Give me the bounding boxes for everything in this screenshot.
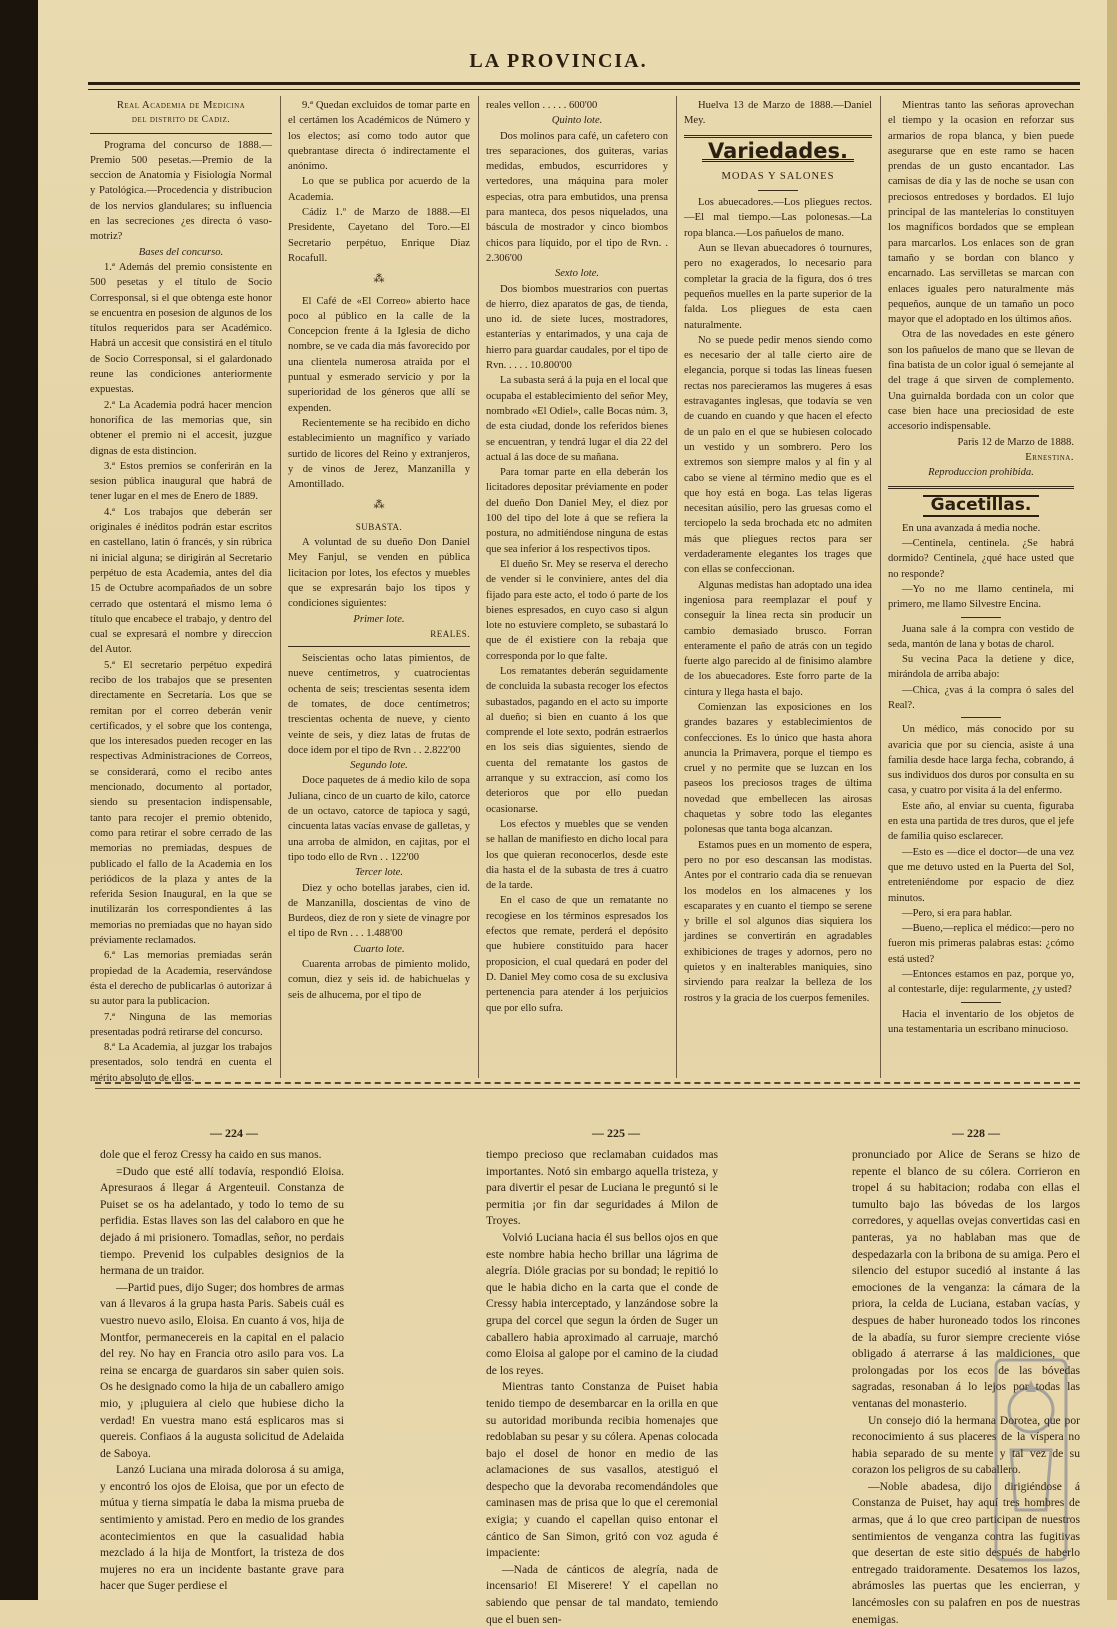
paragraph: Otra de las novedades en este género son los pañuelos de mano que se llevan de fina batista de un color igual ó semejante al del trage á que sirven de complemento. Una guirnalda bordada con un color que case bien hace una preciosidad de este accesorio indispensable. (888, 329, 1074, 433)
paragraph: Estamos pues en un momento de espera, pero no por eso descansan las modistas. Antes por el contrario cada dia se renuevan los modelos en los almacenes y los escaparates y en cuanto el tiempo se serene y brille el sol algunos dias siquiera los jardines se convertirán en agradables exhibiciones de trages y adornos, pero no quietos y en inalterables maniquies, sino sirviendo para realzar la belleza de los rostros y la gracia de los cuerpos femeniles. (684, 839, 872, 1004)
paragraph: Lanzó Luciana una mirada dolorosa á su amiga, y encontró los ojos de Eloisa, que por un efecto de mútua y tierna simpatía le daba la misma prueba de sentimiento y amistad. Pero en medio de los grandes acontecimientos en que la casualidad habia mezclado á la hija de Montfort, la tristeza de dos mujeres no era un incidente bastante grave para hacer que Suger perdiese el (100, 1463, 344, 1593)
page-number-228: — 228 — (952, 1126, 1000, 1140)
divider (961, 1002, 1001, 1003)
paragraph: 9.ª Quedan excluidos de tomar parte en el certámen los Académicos de Número y los electos; así como todo autor que quebrantase directa ó indirectamente el anónimo. (288, 100, 470, 173)
paragraph: dole que el feroz Cressy ha caido en sus manos. (100, 1148, 322, 1161)
section-title: MODAS Y SALONES (721, 170, 835, 182)
paragraph: 3.ª Estos premios se conferirán en la sesion pública inaugural que habrá de tener lugar en el mes de Enero de 1889. (90, 460, 272, 503)
paragraph: El Café de «El Correo» abierto hace poco al público en la calle de la Concepcion frente á la Iglesia de dicho nombre, se ve cada dia más favorecido por una clientela numerosa atraida por el puntual y esmerado servicio y por la superioridad de los géneros que allí se expenden. (288, 295, 470, 414)
anecdote: —Chica, ¿vas á la compra ó sales del Real?. (888, 684, 1074, 711)
bases-heading: Bases del concurso. (138, 246, 224, 258)
masthead-rule (88, 82, 1080, 90)
lot-text: Doce paquetes de á medio kilo de sopa Juliana, cinco de un cuarto de kilo, catorce de un octavo, catorce de tapioca y sagú, cincuenta latas vacías envase de galletas, y una arroba de almidon, en cajitas, por el tipo todo ello de Rvn . . 122'00 (288, 775, 470, 863)
lot-heading: Tercer lote. (354, 867, 404, 879)
divider (961, 617, 1001, 618)
gacetillas-banner: Gacetillas. (923, 495, 1040, 516)
paragraph: pronunciado por Alice de Serans se hizo de repente el blanco de su cólera. Corrieron en tropel á su habitacion; rodaba con ellas el tumulto bajo las bóvedas de los largos corredores, y aquellas ovejas convertidas casi en panteras, ya no hablaban mas que de despedazarla con la bribona de su amiga. Pero el silencio del estupor sucedió al instante á las emociones de la venganza: la cámara de la priora, la celda de Luciana, estaban vacías, y despues de haber huroneado todos los rincones de la abadía, su furor siempre creciente vióse obligado á aterrarse á las maldiciones, que prolongadas por los ecos de las bóvedas sagradas, resonaban á lo lejos por todas las ventanas del monasterio. (852, 1148, 1080, 1410)
paragraph: =Dudo que esté allí todavía, respondió Eloisa. Apresuraos á llegar á Argenteuil. Constanza de Puiset se os ha adelantado, y todo lo temo de su perfidia. Estas llaves son las del calaboro en que he dejado á mi prisionero. Tomadlas, señor, no perdais tiempo. Prevenid los culpables designios de la hermana de un traidor. (100, 1164, 344, 1278)
paragraph: Para tomar parte en ella deberán los licitadores depositar préviamente en poder del dueño Don Daniel Mey, el diez por 100 del tipo del lote á que se refiera la postura, no admitiéndose ninguna de estas que sea inferior á los respectivos tipos. (486, 467, 668, 555)
anecdote: Un médico, más conocido por su avaricia que por su ciencia, asiste á una familia desde hace larga fecha, cobrando, á sus individuos dos duros por consulta en su casa, y cuatro por visita á la del enfermo. (888, 724, 1074, 797)
paragraph: Volvió Luciana hacia él sus bellos ojos en que este nombre habia hecho brillar una lágrima de alegría. Dióle gracias por su bondad; le repitió lo que le habia dicho en la carta que el conde de Cressy habia interceptado, y lanzándose sobre la grupa del corcel que segun la órden de Suger un caballero habia aproximado al carruaje, marchó como Eloisa al galope por el camino de la ciudad de los reyes. (486, 1230, 718, 1377)
lot-text: reales vellon . . . . . 600'00 (486, 100, 598, 111)
paragraph: Cádiz 1.º de Marzo de 1888.—El Presidente, Cayetano del Toro.—El Secretario perpétuo, Enrique Diaz Rocafull. (288, 207, 470, 264)
column-rule (676, 96, 677, 1078)
asterism-icon: ⁂ (373, 273, 385, 286)
column-subasta-cont (486, 98, 668, 1078)
reales-label: REALES. (430, 628, 470, 639)
anecdote: —Bueno,—replica el médico:—pero no fueron mis primeras palabras estas: ¿cómo está usted? (888, 923, 1074, 965)
paragraph: 5.ª El secretario perpétuo expedirá recibo de los trabajos que se presenten directamente en Secretaría. Los que se remitan por el correo deberán venir certificados, y el sobre que los contenga, que los interesados pueden recoger en las respectivas Administraciones de Correos, se considerará, como el recibo antes mencionado, documento al portador, siendo su presentacion indispensable, tanto para recojer el premio obtenido, como para retirar el sobre cerrado de las memorias no premiadas, despues de publicado el fallo de la Academia en los periódicos de la plaza y antes de la referida Sesion Inaugural, en la que se inutilizarán los correspondientes á las memorias no premiadas que no hayan sido préviamente reclamados. (90, 659, 272, 947)
paragraph: Los efectos y muebles que se venden se hallan de manifiesto en dicho local para los que quieran reconocerlos, desde este dia hasta el de la subasta de tres á cuatro de la tarde. (486, 818, 668, 892)
anecdote: En una avanzada á media noche. (902, 522, 1041, 534)
paragraph: 2.ª La Academia podrá hacer mencion honorífica de las memorias que, sin obtener el premio ni el accesit, juzgue dignas de esta distincion. (90, 399, 272, 457)
lot-heading: Quinto lote. (551, 115, 603, 127)
paragraph: Algunas medistas han adoptado una idea ingeniosa para reemplazar el pouf y conseguir la línea recta sin producir un cambio demasiado brusco. Forran enteramente el paño de atrás con un tegido fuerte algo parecido al de finisimo alambre de los abuecadores. Este forro parte de la cintura y llega hasta el bajo. (684, 579, 872, 698)
academia-heading: Real Academia de Medicina (116, 100, 246, 111)
paragraph: 6.ª Las memorias premiadas serán propiedad de la Academia, reservándose ésta el derecho de publicarlas ó autorizar á su autor para la publicacion. (90, 950, 272, 1008)
lot-text: Diez y ocho botellas jarabes, cien id. de Manzanilla, doscientas de vino de Burdeos, diez de ron y siete de vinagre por el tipo de Rvn . . . 1.488'00 (288, 882, 470, 940)
lot-heading: Segundo lote. (350, 760, 408, 772)
divider (888, 486, 1074, 489)
lot-text: Cuarenta arrobas de pimiento molido, comun, diez y seis id. de habichuelas y seis de alhucema, por el tipo de (288, 959, 470, 1001)
lot-text: Dos molinos para café, un cafetero con tres separaciones, dos guiteras, varias medidas, embudos, escurridores y vertedores, una máquina para moler especias, otra para embutidos, una prensa para manteca, dos pesos niquelados, una báscula de mostrador y cinco biombos chicos para líquido, por el tipo de Rvn. . 2.306'00 (486, 130, 668, 264)
anecdote: Su vecina Paca la detiene y dice, mirándola de arriba abajo: (888, 654, 1074, 681)
variedades-banner: Variedades. (702, 144, 854, 162)
paragraph: 8.ª La Academia, al juzgar los trabajos presentados, solo tendrá en cuenta el mérito absoluto de ellos. (90, 1042, 272, 1084)
dateline: Paris 12 de Marzo de 1888. (957, 436, 1074, 448)
folletin-column-2 (486, 1147, 718, 1626)
folletin-column-1 (100, 1147, 344, 1593)
cut-line (95, 1082, 1080, 1084)
anecdote: —Entonces estamos en paz, porque yo, al contestarle, dije: regularmente, ¿y usted? (888, 969, 1074, 996)
paragraph: Aun se llevan abuecadores ó tournures, pero no exagerados, lo necesario para completar la gracia de la figura, dos ó tres pequeños muelles en la parte superior de la falda. Los pliegues de esta caen naturalmente. (684, 243, 872, 331)
lot-heading: Sexto lote. (554, 268, 600, 280)
paragraph: Programa del concurso de 1888.—Premio 500 pesetas.—Premio de la seccion de Anatomía y Fisiología Normal y Patológica.—Procedencia y distribucion de los nervios glandulares; su influencia en las secreciones ¿es directa ó vaso-motriz? (90, 139, 272, 243)
anecdote: —Centinela, centinela. ¿Se habrá dormido? Centinela, ¿qué hace usted que no responde? (888, 538, 1074, 580)
column-rule (280, 96, 281, 1078)
paragraph: 7.ª Ninguna de las memorias presentadas podrá retirarse del concurso. (90, 1011, 272, 1038)
paragraph: El dueño Sr. Mey se reserva el derecho de vender si le conviniere, antes del dia fijado para este acto, el todo ó parte de los bienes espresados, en cuyo caso si algun lote no estuviere completo, se subastará lo que de él existiere con la rebaja que corresponda por lo que falte. (486, 558, 668, 662)
column-variedades (684, 98, 872, 1078)
paragraph: Recientemente se ha recibido en dicho establecimiento un magnífico y variado surtido de licores del Reino y extranjeros, y de vinos de Jerez, Manzanilla y Amontillado. (288, 417, 470, 491)
paragraph: Mientras tanto Constanza de Puiset habia tenido tiempo de desembarcar en la orilla en que su autoridad moribunda recibia homenajes que redoblaban su pesar y su cólera. Apenas colocada bajo el dosel de honor en medio de las aclamaciones de sus vasallos, atestiguó el despecho que la devoraba recomendándoles que caminasen mas de prisa que lo que el ceremonial exigia; y cuando el capellan quiso entonar el cántico de San Simon, gritó con voz aguda é impaciente: (486, 1380, 718, 1560)
paragraph: —Nada de cánticos de alegría, nada de incensario! El Miserere! Y el capellan no sabiendo que pensar de tal mandato, temiendo que el buen sen- (486, 1562, 718, 1626)
page-number-224: — 224 — (210, 1126, 258, 1140)
divider (684, 135, 872, 138)
paragraph: Comienzan las exposiciones en los grandes bazares y establecimientos de confecciones. Es lo único que hasta ahora anuncia la Primavera, porque el tiempo es cruel y no permite que se luzcan en los paseos los preciosos trages de última novedad que embellecen las airosas chaquetas y sobre todo las elegantes polonesas que tanta boga alcanzan. (684, 701, 872, 836)
column-gacetillas (888, 98, 1074, 1078)
divider (758, 190, 798, 191)
reproduction-note: Reproduccion prohibida. (928, 467, 1034, 479)
column-rule (478, 96, 479, 1078)
page-edge (1107, 0, 1117, 1600)
lot-text: Dos biombos muestrarios con puertas de hierro, diez aparatos de gas, de tienda, uno id. de siete luces, mostradores, estanterías y entarimados, y una caja de hierro para guardar caudales, por el tipo de Rvn. . . . . 10.800'00 (486, 283, 668, 372)
divider (90, 133, 272, 134)
cut-line-rule (95, 1088, 1080, 1089)
paragraph: tiempo precioso que reclamaban cuidados mas importantes. Notó sin embargo aquella tristeza, y para divertir el pesar de Luciana le preguntó si le permitia ¡or fin dar seguridades á Milon de Troyes. (486, 1148, 718, 1228)
signature: Huelva 13 de Marzo de 1888.—Daniel Mey. (684, 100, 872, 127)
paragraph: Los rematantes deberán seguidamente de concluida la subasta recoger los efectos subastados, pagando en el acto su importe al dueño; si bien en cuanto á los que comprende el lote sexto, podrán estraerlos en los seis dias siguientes, siendo de cuenta del rematante los gastos de arranque y su extraccion, así como los deterioros que por ello puedan ocasionarse. (486, 665, 668, 815)
anecdote: Hacia el inventario de los objetos de una testamentaria un escribano minucioso. (888, 1008, 1074, 1035)
lot-heading: Cuarto lote. (353, 943, 405, 955)
binding-edge (0, 0, 38, 1600)
paragraph: En el caso de que un rematante no recogiese en los términos espresados los efectos que remate, perderá el depósito que hubiere constituido para hacer proposicion, el cual quedará en poder del D. Daniel Mey como cosa de su exclusiva pertenencia para atender á los perjuicios que por ello sufra. (486, 895, 668, 1014)
page-number-225: — 225 — (592, 1126, 640, 1140)
paragraph: Lo que se publica por acuerdo de la Academia. (288, 176, 470, 203)
subasta-heading: SUBASTA. (355, 521, 403, 532)
variedades-banner-wrap (684, 138, 872, 163)
asterism-icon: ⁂ (373, 499, 385, 512)
author: Ernestina. (1025, 451, 1074, 463)
column-subasta (288, 98, 470, 1078)
masthead: LA PROVINCIA. (469, 50, 648, 72)
paragraph: No se puede pedir menos siendo como es necesario der al talle cierto aire de elegancia, porque si todas las líneas fuesen rectas nos parecieramos las mugeres á esas estravagantes inglesas, que todavía se ven de cuando en cuando y que hacen el efecto de un palo en el que se hubiesen colocado un vestido y un sombrero. Pero los extremos son siempre malos y al fin y al cabo se viene al término medio que es el que hoy está en boga. Las telas ligeras necesitan aúsilio, pero las gruesas como el terciopelo la seda brochada etc no admiten más que pliegues rectos para ser verdaderamente elegantes los trages que con ellas se confeccionan. (684, 334, 872, 576)
library-seal-icon (986, 1340, 1086, 1580)
column-academia (90, 98, 272, 1084)
anecdote: Juana sale á la compra con vestido de seda, mantón de lana y botas de charol. (888, 623, 1074, 650)
paragraph: 1.ª Además del premio consistente en 500 pesetas y el título de Socio Corresponsal, si el que obtenga este honor se encuentra en posesion de algunos de los títulos requeridos para ser Académico. Habrá un accesit que consistirá en el título de Socio Corresponsal, si el galardonado reune las condiciones anteriormente expuestas. (90, 261, 272, 396)
lot-text: Seiscientas ocho latas pimientos, de nueve centímetros, y cuatrocientas ochenta de seis; trescientas sesenta idem de tomates, de doce centímetros; trescientas ochenta de nueve, y ciento veinte de seis, y diez latas de frutas de doce idem por el tipo de Rvn . . 2.822'00 (288, 653, 470, 756)
paragraph: 4.ª Los trabajos que deberán ser originales é inéditos podrán estar escritos en castellano, latin ó francés, y sin rúbrica ni inicial alguna; se dirigirán al Secretario perpétuo de esta Academia, antes del dia 15 de Octubre acompañados de un sobre cerrado que ostentará el mismo lema ó título que encabece el trabajo, y dentro del cual se expresará el nombre y direccion del Autor. (90, 506, 272, 656)
paragraph: La subasta será á la puja en el local que ocupaba el establecimiento del señor Mey, nombrado «El Odiel», calle Bocas núm. 3, de esta ciudad, donde los referidos bienes se encuentran, y tendrá lugar el dia 22 del actual á las doce de su mañana. (486, 375, 668, 463)
divider (288, 646, 470, 647)
anecdote: —Pero, si era para hablar. (902, 907, 1013, 919)
lot-heading: Primer lote. (353, 613, 405, 625)
anecdote: —Esto es —dice el doctor—de una vez que me detuvo usted en la Puerta del Sol, entreteniéndome por espacio de diez minutos. (888, 846, 1074, 904)
paragraph: Un consejo dió la hermana Dorotea, que por reconocimiento á sus placeres de la víspera no habia separado de su mente y tal vez de su corazon los peligros de su caballero. (852, 1413, 1080, 1477)
academia-subheading: del distrito de Cadiz. (131, 115, 231, 126)
paragraph: —Noble abadesa, dijo dirigiéndose á Constanza de Puiset, hay aquí tres hombres de armas, que á lo que creo participan de nuestros sentimientos de venganza contra las fugitivas que desertan de este sitio después de haberlo entregado traidoramente. Desatemos los lazos, abrámosles las puertas que les encierran, y lancémosles con su palafren en pos de nuestras enemigas. (852, 1479, 1080, 1626)
summary: Los abuecadores.—Los pliegues rectos.—El mal tiempo.—Las polonesas.—La ropa blanca.—Los pañuelos de mano. (684, 197, 872, 239)
paragraph: Mientras tanto las señoras aprovechan el tiempo y la ocasion en reforzar sus armarios de ropa blanca, y bien puede asegurarse que en este ramo se hacen prendas de un gusto encantador. Las camisas de dia y las de noche se usan con preciosos entredoses y bordados. El lujo principal de las mantelerías lo constituyen los magníficos bordados que se emplean para marcarlos. Los enlaces son de gran tamaño y se bordan con blanco y encarnado. Las servilletas se marcan con enlaces iguales pero naturalmente más pequeños, aunque de un tamaño un poco mayor que el adoptado en los últimos años. (888, 100, 1074, 326)
paragraph: A voluntad de su dueño Don Daniel Mey Fanjul, se venden en pública licitacion por lotes, los efectos y muebles que se expresarán bajo los tipos y condiciones siguientes: (288, 537, 470, 610)
divider (961, 717, 1001, 718)
anecdote: Este año, al enviar su cuenta, figuraba en esta una partida de tres duros, que el jefe de familia quiso esclarecer. (888, 800, 1074, 843)
paragraph: —Partid pues, dijo Suger; dos hombres de armas van á llevaros á la grupa hasta Paris. Sabeis cuál es vuestro nuevo asilo, Eloisa. En cuanto á vos, hija de Montfor, permanecereis en la capital en el palacio del rey. No hay en Francia otro asilo para vos. La reina se encarga de guardaros sin saber quien sois. Os he designado como la hija de un caballero amigo mio, y ¡pluguiera al cielo que hubiese dicho la verdad! En vuestra mano está esplicaros mas si quereis. Confiaos á la augusta solicitud de Adelaida de Saboya. (100, 1280, 344, 1460)
gacetillas-banner-wrap (888, 495, 1074, 516)
column-rule (880, 96, 881, 1078)
anecdote: —Yo no me llamo centinela, mi primero, me llamo Silvestre Encina. (888, 583, 1074, 611)
